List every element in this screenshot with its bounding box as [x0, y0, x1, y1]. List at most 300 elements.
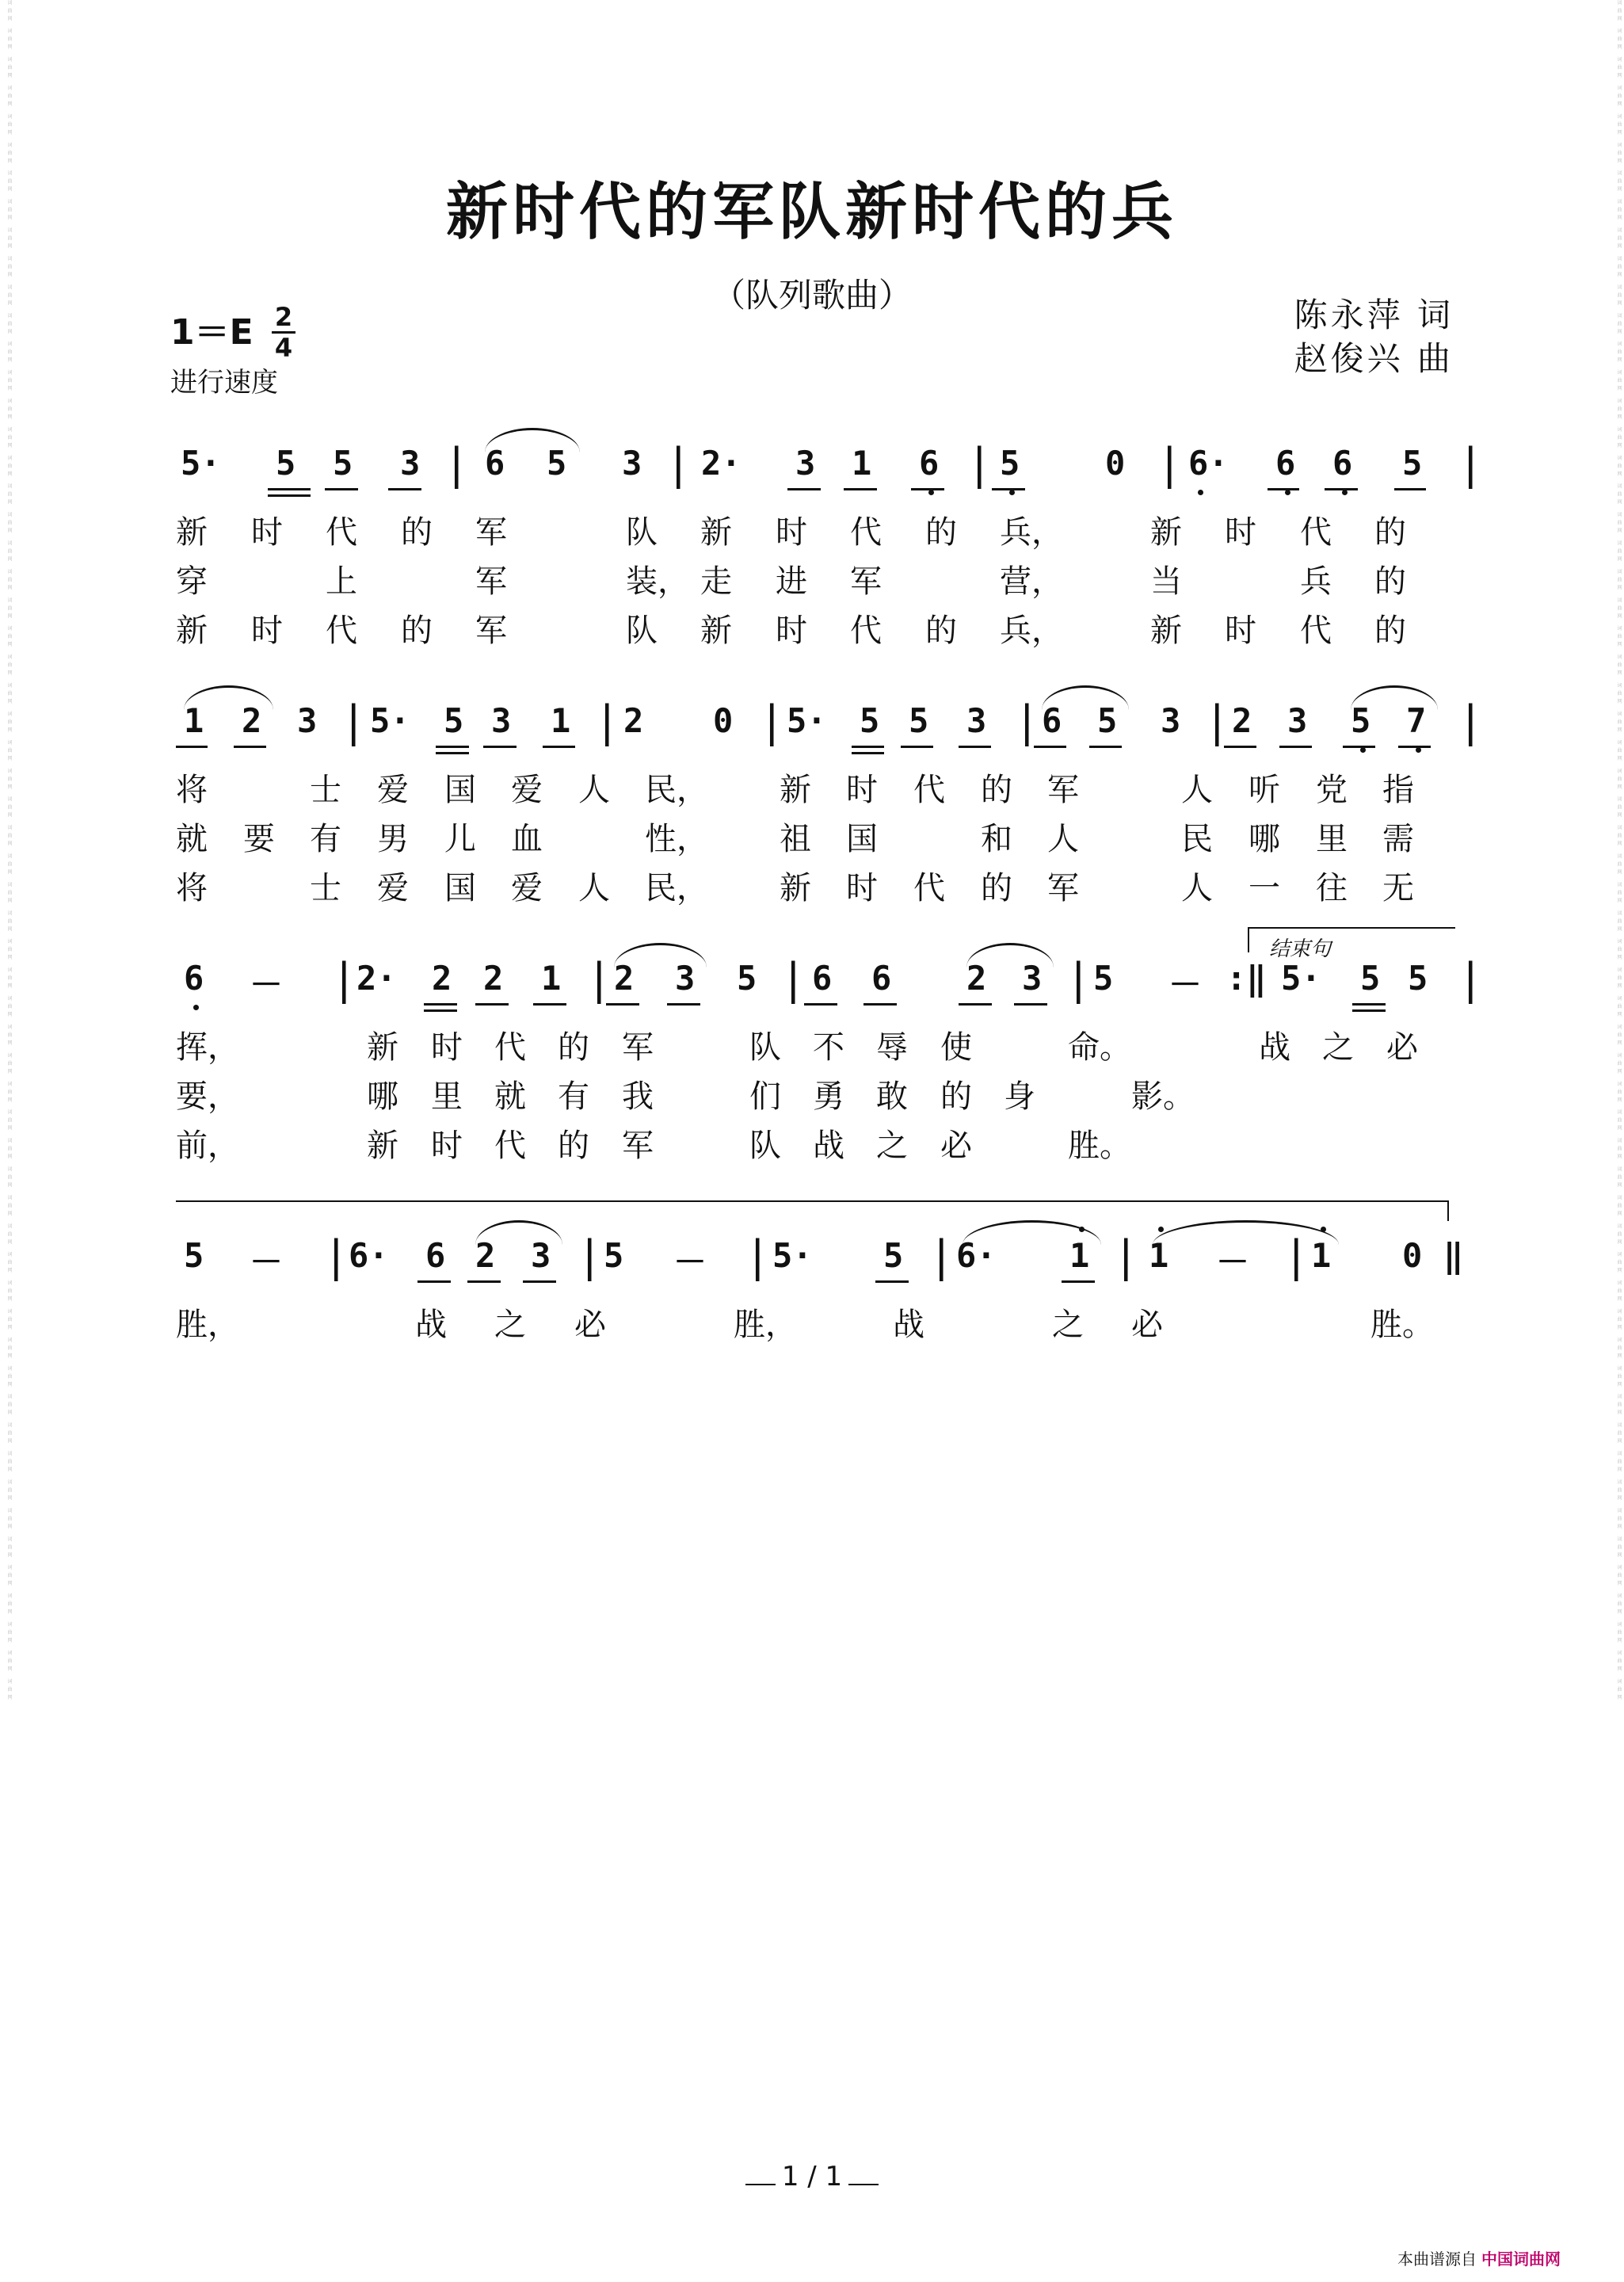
lyric-syllable: 国 [444, 870, 476, 906]
note: 2· [701, 444, 741, 483]
note: 6 [1275, 444, 1296, 483]
lyric-syllable: 的 [401, 612, 433, 649]
note: 2 [483, 959, 504, 998]
note: 2 [242, 701, 262, 740]
lyric-syllable: 军 [475, 563, 507, 600]
lyric-syllable: 进 [776, 563, 807, 600]
duration-underline [863, 1003, 897, 1006]
note: 5 [1097, 701, 1118, 740]
lyric-syllable: 前， [176, 1128, 239, 1164]
octave-dot-above [1158, 1227, 1164, 1232]
note: － [1216, 1242, 1250, 1281]
lyric-syllable: 的 [981, 772, 1012, 808]
lyric-syllable: 就 [176, 821, 208, 857]
note: 5 [547, 444, 567, 483]
lyric-syllable: 人 [1181, 870, 1213, 906]
lyric-syllable: 士 [310, 772, 341, 808]
watermark-strip-right: 词曲网 词曲网 词曲网 词曲网 词曲网 词曲网 词曲网 词曲网 词曲网 词曲网 词曲网 词曲网 词曲网 词曲网 词曲网 词曲网 词曲网 词曲网 词曲网 词曲网 词曲网 词曲网 词曲网 词曲网 词曲网 词曲网 词曲网 词曲网 词曲网 词曲网 词曲网 词曲网 词曲网 词曲网 词曲网 词曲网 词曲网 词曲网 词曲网 词曲网 词曲网 词曲网 词曲网 词曲网 词曲网 词曲网 词曲网 词曲网 词曲网 词曲网 词曲网 词曲网 词曲网 词曲网 词曲网 词曲网 词曲网 词曲网 词曲网 词曲网 [1616, 0, 1622, 1703]
lyric-syllable: 兵 [1300, 563, 1332, 600]
lyric-syllable: 影。 [1131, 1078, 1195, 1115]
duration-underline [804, 1003, 837, 1006]
lyric-syllable: 儿 [444, 821, 476, 857]
lyric-syllable: 代 [326, 612, 357, 649]
duration-underline [875, 1280, 909, 1283]
lyric-syllable: 战 [1259, 1029, 1290, 1066]
duration-underline [268, 494, 311, 497]
note: 3 [966, 701, 987, 740]
lyric-syllable: 时 [1225, 612, 1256, 649]
lyric-syllable: 走 [700, 563, 732, 600]
slur [963, 1220, 1101, 1245]
note: 5 [737, 959, 757, 998]
note: 7 [1406, 701, 1427, 740]
lyric-syllable: 性， [645, 821, 708, 857]
note: 5 [1408, 959, 1428, 998]
duration-underline [1398, 746, 1431, 748]
lyric-syllable: 里 [1316, 821, 1348, 857]
lyric-syllable: 军 [475, 612, 507, 649]
note: － [250, 1242, 284, 1281]
lyric-syllable: 民 [1181, 821, 1213, 857]
lyric-syllable: 队 [626, 514, 658, 551]
octave-dot-below [928, 490, 934, 495]
lyric-syllable: 国 [846, 821, 878, 857]
lyric-syllable: 代 [850, 514, 882, 551]
lyric-syllable: 民， [645, 772, 708, 808]
lyric-syllable: 往 [1316, 870, 1348, 906]
lyric-syllable: 将 [176, 870, 208, 906]
barline: | [586, 954, 612, 1004]
note: 5 [333, 444, 353, 483]
lyric-syllable: 胜， [734, 1307, 797, 1343]
note: 5 [1093, 959, 1114, 998]
lyric-syllable: 就 [494, 1078, 526, 1115]
note: 3 [1022, 959, 1043, 998]
lyric-syllable: 哪 [367, 1078, 398, 1115]
lyric-syllable: 民， [645, 870, 708, 906]
lyric-syllable: 人 [1181, 772, 1213, 808]
note: 6 [425, 1236, 446, 1275]
page-number [0, 2161, 1624, 2192]
lyric-syllable: 之 [876, 1128, 908, 1164]
lyric-syllable: 的 [925, 514, 957, 551]
note: 0 [713, 701, 734, 740]
note: :‖ [1226, 959, 1267, 998]
lyric-syllable: 爱 [511, 870, 543, 906]
lyric-syllable: 军 [622, 1128, 654, 1164]
lyric-syllable: 穿 [176, 563, 208, 600]
lyric-syllable: 和 [981, 821, 1012, 857]
octave-dot-below [193, 1005, 199, 1010]
duration-underline [1352, 1003, 1386, 1006]
note: 5 [883, 1236, 904, 1275]
lyric-syllable: 人 [1047, 821, 1079, 857]
note: 3 [675, 959, 696, 998]
lyric-syllable: 指 [1382, 772, 1414, 808]
note: 1 [541, 959, 562, 998]
lyric-syllable: 代 [1300, 612, 1332, 649]
barline: | [1458, 696, 1484, 746]
lyric-syllable: 时 [846, 772, 878, 808]
note: 5· [370, 701, 410, 740]
lyric-syllable: 时 [251, 612, 283, 649]
lyric-syllable: 爱 [377, 772, 409, 808]
duration-underline [268, 488, 311, 490]
duration-underline [1014, 1003, 1047, 1006]
lyric-syllable: 队 [626, 612, 658, 649]
time-signature-top: 2 [274, 302, 293, 332]
lyric-syllable: 新 [367, 1128, 398, 1164]
barline: | [594, 696, 620, 746]
note: 2 [614, 959, 635, 998]
lyric-syllable: 胜。 [1068, 1128, 1131, 1164]
lyric-syllable: 之 [494, 1307, 526, 1343]
lyric-syllable: 人 [578, 772, 610, 808]
note: 6 [1042, 701, 1062, 740]
lyric-syllable: 装， [626, 563, 689, 600]
note: 5· [772, 1236, 813, 1275]
lyric-syllable: 军 [475, 514, 507, 551]
duration-underline [436, 746, 469, 748]
duration-underline [483, 746, 517, 748]
slur [1042, 685, 1129, 710]
duration-underline [325, 488, 358, 490]
slur [475, 1220, 562, 1245]
lyric-syllable: 队 [749, 1128, 781, 1164]
duration-underline [787, 488, 821, 490]
lyric-syllable: 的 [981, 870, 1012, 906]
note: － [673, 1242, 707, 1281]
duration-underline [959, 1003, 992, 1006]
source-credit [1397, 2246, 1561, 2269]
composer-credit: 赵俊兴 曲 [1294, 339, 1454, 378]
duration-underline [1268, 488, 1299, 490]
barline: | [341, 696, 367, 746]
lyric-syllable: 军 [850, 563, 882, 600]
lyric-syllable: 无 [1382, 870, 1414, 906]
lyric-syllable: 代 [913, 772, 945, 808]
duration-underline [388, 488, 421, 490]
note: 6 [871, 959, 892, 998]
note: － [1168, 965, 1203, 1004]
duration-underline [417, 1280, 451, 1283]
barline: | [759, 696, 785, 746]
note: 6 [919, 444, 940, 483]
lyric-syllable: 国 [444, 772, 476, 808]
lyric-syllable: 要 [243, 821, 275, 857]
duration-underline [852, 752, 884, 754]
lyric-syllable: 身 [1004, 1078, 1035, 1115]
lyric-syllable: 时 [776, 612, 807, 649]
note: 5 [444, 701, 464, 740]
song-title: 新时代的军队新时代的兵 [445, 176, 1178, 248]
note: 1 [852, 444, 872, 483]
slur [966, 943, 1054, 967]
lyric-syllable: 的 [1374, 612, 1406, 649]
note: 6 [485, 444, 505, 483]
note: 2 [623, 701, 644, 740]
lyric-syllable: 胜。 [1370, 1307, 1434, 1343]
lyric-syllable: 战 [813, 1128, 844, 1164]
lyric-syllable: 上 [326, 563, 357, 600]
octave-dot-below [1416, 747, 1421, 753]
lyric-syllable: 的 [1374, 563, 1406, 600]
duration-underline [523, 1280, 556, 1283]
duration-underline [992, 488, 1025, 490]
lyric-syllable: 血 [511, 821, 543, 857]
lyric-syllable: 新 [700, 612, 732, 649]
lyric-syllable: 我 [622, 1078, 654, 1115]
duration-underline [844, 488, 877, 490]
lyric-syllable: 人 [578, 870, 610, 906]
duration-underline [606, 1003, 639, 1006]
lyric-syllable: 当 [1150, 563, 1182, 600]
lyric-syllable: 的 [925, 612, 957, 649]
lyric-syllable: 新 [1150, 612, 1182, 649]
lyric-syllable: 代 [1300, 514, 1332, 551]
source-label: 本曲谱源自 [1397, 2250, 1477, 2269]
octave-dot-below [1342, 490, 1348, 495]
duration-underline [1394, 488, 1426, 490]
duration-underline [911, 488, 944, 490]
barline: | [1283, 1231, 1309, 1281]
slur [1351, 685, 1438, 710]
duration-underline [176, 746, 208, 748]
tempo-marking: 进行速度 [170, 367, 278, 399]
lyric-syllable: 兵， [1000, 514, 1063, 551]
lyric-syllable: 队 [749, 1029, 781, 1066]
lyric-syllable: 战 [415, 1307, 447, 1343]
barline: | [577, 1231, 603, 1281]
source-brand: 中国词曲网 [1481, 2250, 1561, 2269]
note: 5 [1351, 701, 1371, 740]
lyric-syllable: 命。 [1068, 1029, 1131, 1066]
lyric-syllable: 营， [1000, 563, 1063, 600]
song-subtitle: （队列歌曲） [711, 276, 912, 315]
barline: | [1066, 954, 1092, 1004]
final-bracket [176, 1200, 1449, 1221]
note: 3 [622, 444, 642, 483]
lyric-syllable: 勇 [813, 1078, 844, 1115]
ending-label: 结束句 [1269, 937, 1332, 961]
lyric-syllable: 男 [377, 821, 409, 857]
note: 1 [1069, 1236, 1090, 1275]
note: 3 [531, 1236, 551, 1275]
note: 0 [1105, 444, 1126, 483]
note: 5 [1402, 444, 1423, 483]
lyric-syllable: 敢 [876, 1078, 908, 1115]
note: 2 [966, 959, 987, 998]
lyric-syllable: 士 [310, 870, 341, 906]
duration-underline [1352, 1009, 1386, 1012]
note: 3 [795, 444, 816, 483]
note: 3 [297, 701, 318, 740]
time-signature-bottom: 4 [274, 333, 293, 363]
note: 1 [184, 701, 204, 740]
lyric-syllable: 军 [1047, 772, 1079, 808]
lyric-syllable: 们 [749, 1078, 781, 1115]
lyric-syllable: 里 [431, 1078, 463, 1115]
note: 5 [184, 1236, 204, 1275]
slur [485, 428, 580, 452]
note: － [250, 965, 284, 1004]
lyric-syllable: 时 [431, 1128, 463, 1164]
lyric-syllable: 新 [367, 1029, 398, 1066]
note: 3 [400, 444, 421, 483]
key-signature: 1＝E [170, 312, 254, 353]
duration-underline [1325, 488, 1358, 490]
barline: | [323, 1231, 349, 1281]
octave-dot-below [1198, 490, 1203, 495]
lyric-syllable: 兵， [1000, 612, 1063, 649]
time-signature [272, 303, 295, 361]
lyric-syllable: 爱 [511, 772, 543, 808]
note: ‖ [1443, 1236, 1464, 1275]
lyric-syllable: 将 [176, 772, 208, 808]
note: 2 [475, 1236, 496, 1275]
lyric-syllable: 新 [1150, 514, 1182, 551]
duration-underline [467, 1280, 501, 1283]
lyric-syllable: 时 [1225, 514, 1256, 551]
barline: | [780, 954, 806, 1004]
barline: | [1157, 439, 1183, 489]
note: 0 [1402, 1236, 1423, 1275]
lyric-syllable: 之 [1052, 1307, 1084, 1343]
note: 3 [1161, 701, 1181, 740]
octave-dot-below [1285, 490, 1290, 495]
lyric-syllable: 军 [1047, 870, 1079, 906]
lyric-syllable: 使 [940, 1029, 972, 1066]
note: 5 [909, 701, 929, 740]
duration-underline [959, 746, 991, 748]
duration-underline [533, 1003, 566, 1006]
barline: | [331, 954, 357, 1004]
lyric-syllable: 代 [494, 1128, 526, 1164]
lyric-syllable: 必 [940, 1128, 972, 1164]
lyric-syllable: 挥， [176, 1029, 239, 1066]
lyric-syllable: 有 [558, 1078, 589, 1115]
lyric-syllable: 新 [176, 612, 208, 649]
note: 6 [184, 959, 204, 998]
lyric-syllable: 辱 [876, 1029, 908, 1066]
lyric-syllable: 必 [574, 1307, 606, 1343]
slur [184, 685, 273, 710]
octave-dot-below [1360, 747, 1366, 753]
note: 5 [276, 444, 296, 483]
lyric-syllable: 代 [326, 514, 357, 551]
lyric-syllable: 时 [776, 514, 807, 551]
lyric-syllable: 胜， [176, 1307, 239, 1343]
lyric-syllable: 的 [558, 1128, 589, 1164]
duration-underline [901, 746, 933, 748]
note: 2 [1232, 701, 1252, 740]
duration-underline [424, 1009, 457, 1012]
slur [1153, 1220, 1339, 1245]
barline: | [1458, 439, 1484, 489]
page-number-text: 1 / 1 [781, 2161, 843, 2192]
lyric-syllable: 不 [813, 1029, 844, 1066]
duration-underline [1224, 746, 1256, 748]
lyric-syllable: 有 [310, 821, 341, 857]
note: 5· [787, 701, 827, 740]
lyric-syllable: 祖 [780, 821, 811, 857]
lyric-syllable: 时 [251, 514, 283, 551]
lyric-syllable: 新 [700, 514, 732, 551]
note: 6 [812, 959, 833, 998]
lyric-syllable: 代 [913, 870, 945, 906]
duration-underline [1034, 746, 1066, 748]
lyric-syllable: 党 [1316, 772, 1348, 808]
lyric-syllable: 军 [622, 1029, 654, 1066]
duration-underline [1089, 746, 1122, 748]
note: 6· [349, 1236, 389, 1275]
duration-underline [667, 1003, 700, 1006]
barline: | [966, 439, 993, 489]
duration-underline [436, 752, 469, 754]
note: 5 [1000, 444, 1020, 483]
barline: | [1204, 696, 1230, 746]
barline: | [1113, 1231, 1139, 1281]
duration-underline [543, 746, 575, 748]
lyric-syllable: 战 [893, 1307, 924, 1343]
lyric-syllable: 爱 [377, 870, 409, 906]
note: 5 [604, 1236, 624, 1275]
lyric-syllable: 的 [1374, 514, 1406, 551]
note: 1 [1311, 1236, 1332, 1275]
barline: | [745, 1231, 771, 1281]
note: 1 [551, 701, 571, 740]
duration-underline [1279, 746, 1312, 748]
note: 5· [1281, 959, 1321, 998]
lyric-syllable: 必 [1386, 1029, 1418, 1066]
lyric-syllable: 新 [176, 514, 208, 551]
lyricist-credit: 陈永萍 词 [1294, 296, 1454, 334]
duration-underline [234, 746, 266, 748]
barline: | [1458, 954, 1484, 1004]
lyric-syllable: 之 [1322, 1029, 1354, 1066]
duration-underline [424, 1003, 457, 1006]
note: 1 [1149, 1236, 1169, 1275]
note: 3 [491, 701, 512, 740]
watermark-strip-left: 词曲网 词曲网 词曲网 词曲网 词曲网 词曲网 词曲网 词曲网 词曲网 词曲网 词曲网 词曲网 词曲网 词曲网 词曲网 词曲网 词曲网 词曲网 词曲网 词曲网 词曲网 词曲网 词曲网 词曲网 词曲网 词曲网 词曲网 词曲网 词曲网 词曲网 词曲网 词曲网 词曲网 词曲网 词曲网 词曲网 词曲网 词曲网 词曲网 词曲网 词曲网 词曲网 词曲网 词曲网 词曲网 词曲网 词曲网 词曲网 词曲网 词曲网 词曲网 词曲网 词曲网 词曲网 词曲网 词曲网 词曲网 词曲网 词曲网 词曲网 [6, 0, 12, 1703]
lyric-syllable: 要， [176, 1078, 239, 1115]
lyric-syllable: 必 [1131, 1307, 1163, 1343]
note: 6 [1332, 444, 1353, 483]
lyric-syllable: 代 [494, 1029, 526, 1066]
lyric-syllable: 新 [780, 870, 811, 906]
duration-underline [1343, 746, 1375, 748]
note: 6· [1188, 444, 1229, 483]
note: 5 [860, 701, 880, 740]
lyric-syllable: 听 [1248, 772, 1280, 808]
lyric-syllable: 的 [401, 514, 433, 551]
note: 2· [356, 959, 397, 998]
lyric-syllable: 的 [940, 1078, 972, 1115]
barline: | [444, 439, 470, 489]
note: 5 [1360, 959, 1381, 998]
duration-underline [475, 1003, 509, 1006]
lyric-syllable: 新 [780, 772, 811, 808]
octave-dot-below [1009, 490, 1015, 495]
lyric-syllable: 的 [558, 1029, 589, 1066]
lyric-syllable: 一 [1248, 870, 1280, 906]
note: 3 [1287, 701, 1308, 740]
barline: | [1014, 696, 1040, 746]
barline: | [665, 439, 692, 489]
note: 6· [956, 1236, 997, 1275]
duration-underline [852, 746, 884, 748]
note: 2 [432, 959, 452, 998]
